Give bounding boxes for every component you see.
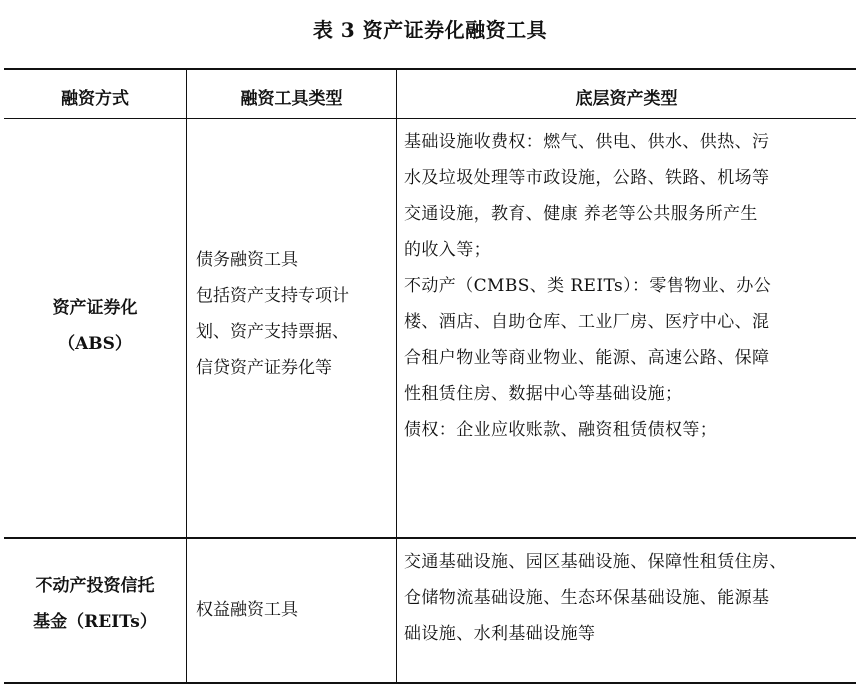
asset-line: 债权：企业应收账款、融资租赁债权等； — [404, 420, 718, 440]
asset-line: 楼、酒店、自助仓库、工业厂房、医疗中心、混 — [404, 312, 770, 332]
column-header-tool-type: 融资工具类型 — [240, 89, 343, 109]
tool-line: 债务融资工具 — [196, 250, 298, 270]
tool-line: 划、资产支持票据、 — [196, 322, 349, 342]
method-line: 资产证券化 — [52, 298, 138, 318]
row-abs-tool-type — [196, 242, 391, 386]
column-header-method: 融资方式 — [61, 89, 129, 109]
table-bottom-rule — [4, 682, 856, 684]
method-line: 不动产投资信托 — [35, 576, 155, 596]
method-line: （ABS） — [58, 334, 132, 354]
asset-line: 仓储物流基础设施、生态环保基础设施、能源基 — [404, 588, 770, 608]
asset-line: 交通设施，教育、健康 养老等公共服务所产生 — [404, 204, 758, 224]
asset-line: 合租户物业等商业物业、能源、高速公路、保障 — [404, 348, 770, 368]
row-abs-asset-type — [404, 124, 854, 448]
asset-line: 水及垃圾处理等市政设施，公路、铁路、机场等 — [404, 168, 770, 188]
column-divider-1 — [186, 70, 187, 682]
method-line: 基金（REITs） — [33, 612, 157, 632]
asset-line: 交通基础设施、园区基础设施、保障性租赁住房、 — [404, 552, 787, 572]
row-reits-method — [4, 568, 186, 640]
tool-line: 信贷资产证券化等 — [196, 358, 332, 378]
row-reits-asset-type — [404, 544, 854, 652]
header-divider — [4, 118, 856, 119]
asset-line: 础设施、水利基础设施等 — [404, 624, 596, 644]
column-divider-2 — [396, 70, 397, 682]
table-top-rule — [4, 68, 856, 70]
tool-line: 权益融资工具 — [196, 600, 298, 620]
asset-line: 不动产（CMBS、类 REITs）：零售物业、办公 — [404, 276, 772, 296]
table-title: 表 3 资产证券化融资工具 — [312, 18, 548, 42]
tool-line: 包括资产支持专项计 — [196, 286, 349, 306]
asset-line: 的收入等； — [404, 240, 491, 260]
row-divider — [4, 537, 856, 539]
column-header-asset-type: 底层资产类型 — [575, 89, 678, 109]
row-reits-tool-type — [196, 592, 391, 628]
asset-line: 基础设施收费权：燃气、供电、供水、供热、污 — [404, 132, 770, 152]
asset-line: 性租赁住房、数据中心等基础设施； — [404, 384, 683, 404]
row-abs-method — [4, 290, 186, 362]
